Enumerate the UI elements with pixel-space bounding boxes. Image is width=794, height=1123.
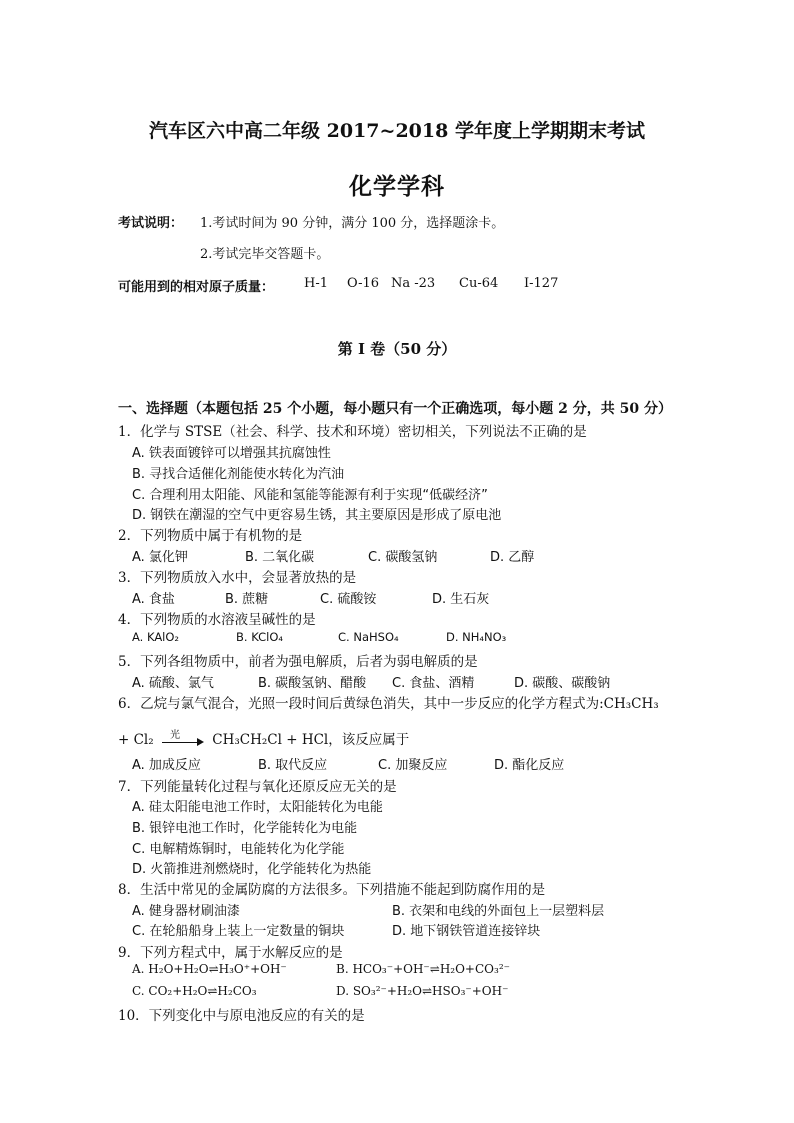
question-stem: 6．乙烷与氯气混合，光照一段时间后黄绿色消失，其中一步反应的化学方程式为:CH₃CH₃ <box>118 696 659 712</box>
option-a: A. 加成反应 <box>132 758 201 773</box>
option-c: C. 在轮船船身上装上一定数量的铜块 <box>132 924 345 939</box>
option-d: D. 酯化反应 <box>494 758 565 773</box>
option-c: C. 食盐、酒精 <box>392 676 475 691</box>
question-stem: 7．下列能量转化过程与氧化还原反应无关的是 <box>118 779 397 795</box>
note-line-1: 1.考试时间为 90 分钟，满分 100 分，选择题涂卡。 <box>200 216 505 231</box>
option-c: C. 合理利用太阳能、风能和氢能等能源有利于实现“低碳经济” <box>132 488 488 503</box>
option-a: A. 氯化钾 <box>132 550 188 565</box>
question-stem: 1．化学与 STSE（社会、科学、技术和环境）密切相关，下列说法不正确的是 <box>118 424 587 440</box>
option-b: B. 二氧化碳 <box>245 550 315 565</box>
option-b: B. 衣架和电线的外面包上一层塑料层 <box>392 904 605 919</box>
option-a: A. 健身器材刷油漆 <box>132 904 240 919</box>
equation-line <box>118 728 409 748</box>
option-b: B. 银锌电池工作时，化学能转化为电能 <box>132 821 358 836</box>
option-b: B. 蔗糖 <box>225 592 269 607</box>
section-heading: 一、选择题（本题包括 25 个小题，每小题只有一个正确选项，每小题 2 分，共 50 分） <box>118 401 672 417</box>
option-d: D. 钢铁在潮湿的空气中更容易生锈，其主要原因是形成了原电池 <box>132 508 502 523</box>
option-a: A. KAlO₂ <box>132 630 180 644</box>
option-b: B. HCO₃⁻+OH⁻⇌H₂O+CO₃²⁻ <box>336 962 510 976</box>
question-stem: 3．下列物质放入水中，会显著放热的是 <box>118 570 357 586</box>
subject-title: 化学学科 <box>349 173 445 200</box>
option-d: D. 地下钢铁管道连接锌块 <box>392 924 541 939</box>
option-c: C. 硫酸铵 <box>320 592 377 607</box>
atomic-mass-i: I-127 <box>524 276 559 291</box>
option-b: B. 取代反应 <box>258 758 328 773</box>
option-c: C. 电解精炼铜时，电能转化为化学能 <box>132 842 345 857</box>
atomic-mass-label: 可能用到的相对原子质量： <box>118 280 275 295</box>
option-c: C. CO₂+H₂O⇌H₂CO₃ <box>132 984 257 998</box>
atomic-mass-o: O-16 <box>347 276 380 291</box>
option-a: A. 硫酸、氯气 <box>132 676 214 691</box>
arrow-condition: 光 <box>169 729 180 741</box>
equation-reactant: + Cl₂ <box>118 732 154 748</box>
question-stem: 9．下列方程式中，属于水解反应的是 <box>118 945 343 961</box>
option-b: B. KClO₄ <box>236 630 283 644</box>
option-c: C. 加聚反应 <box>378 758 448 773</box>
question-stem: 10．下列变化中与原电池反应的有关的是 <box>118 1008 365 1024</box>
atomic-mass-cu: Cu-64 <box>459 276 499 291</box>
option-c: C. 碳酸氢钠 <box>368 550 438 565</box>
question-stem: 8．生活中常见的金属防腐的方法很多。下列措施不能起到防腐作用的是 <box>118 882 546 898</box>
option-a: A. 铁表面镀锌可以增强其抗腐蚀性 <box>132 446 331 461</box>
option-d: D. NH₄NO₃ <box>446 630 507 644</box>
note-label: 考试说明： <box>118 216 184 231</box>
option-a: A. 食盐 <box>132 592 175 607</box>
option-c: C. NaHSO₄ <box>338 630 399 644</box>
note-line-2: 2.考试完毕交答题卡。 <box>200 247 330 262</box>
option-b: B. 寻找合适催化剂能使水转化为汽油 <box>132 467 345 482</box>
option-a: A. 硅太阳能电池工作时，太阳能转化为电能 <box>132 800 383 815</box>
option-d: D. 碳酸、碳酸钠 <box>514 676 611 691</box>
reaction-arrow-icon <box>162 729 204 747</box>
option-d: D. 生石灰 <box>432 592 490 607</box>
option-d: D. 乙醇 <box>490 550 535 565</box>
atomic-mass-h: H-1 <box>304 276 329 291</box>
option-d: D. SO₃²⁻+H₂O⇌HSO₃⁻+OH⁻ <box>336 984 509 998</box>
question-stem: 5．下列各组物质中，前者为强电解质，后者为弱电解质的是 <box>118 654 478 670</box>
exam-title: 汽车区六中高二年级 2017~2018 学年度上学期期末考试 <box>149 120 645 142</box>
equation-product: CH₃CH₂Cl + HCl，该反应属于 <box>212 732 410 748</box>
option-a: A. H₂O+H₂O⇌H₃O⁺+OH⁻ <box>132 962 287 976</box>
volume-heading: 第 I 卷（50 分） <box>337 340 457 358</box>
question-stem: 4．下列物质的水溶液呈碱性的是 <box>118 612 316 628</box>
option-b: B. 碳酸氢钠、醋酸 <box>258 676 367 691</box>
atomic-mass-na: Na -23 <box>391 276 436 291</box>
option-d: D. 火箭推进剂燃烧时，化学能转化为热能 <box>132 862 372 877</box>
question-stem: 2．下列物质中属于有机物的是 <box>118 528 303 544</box>
